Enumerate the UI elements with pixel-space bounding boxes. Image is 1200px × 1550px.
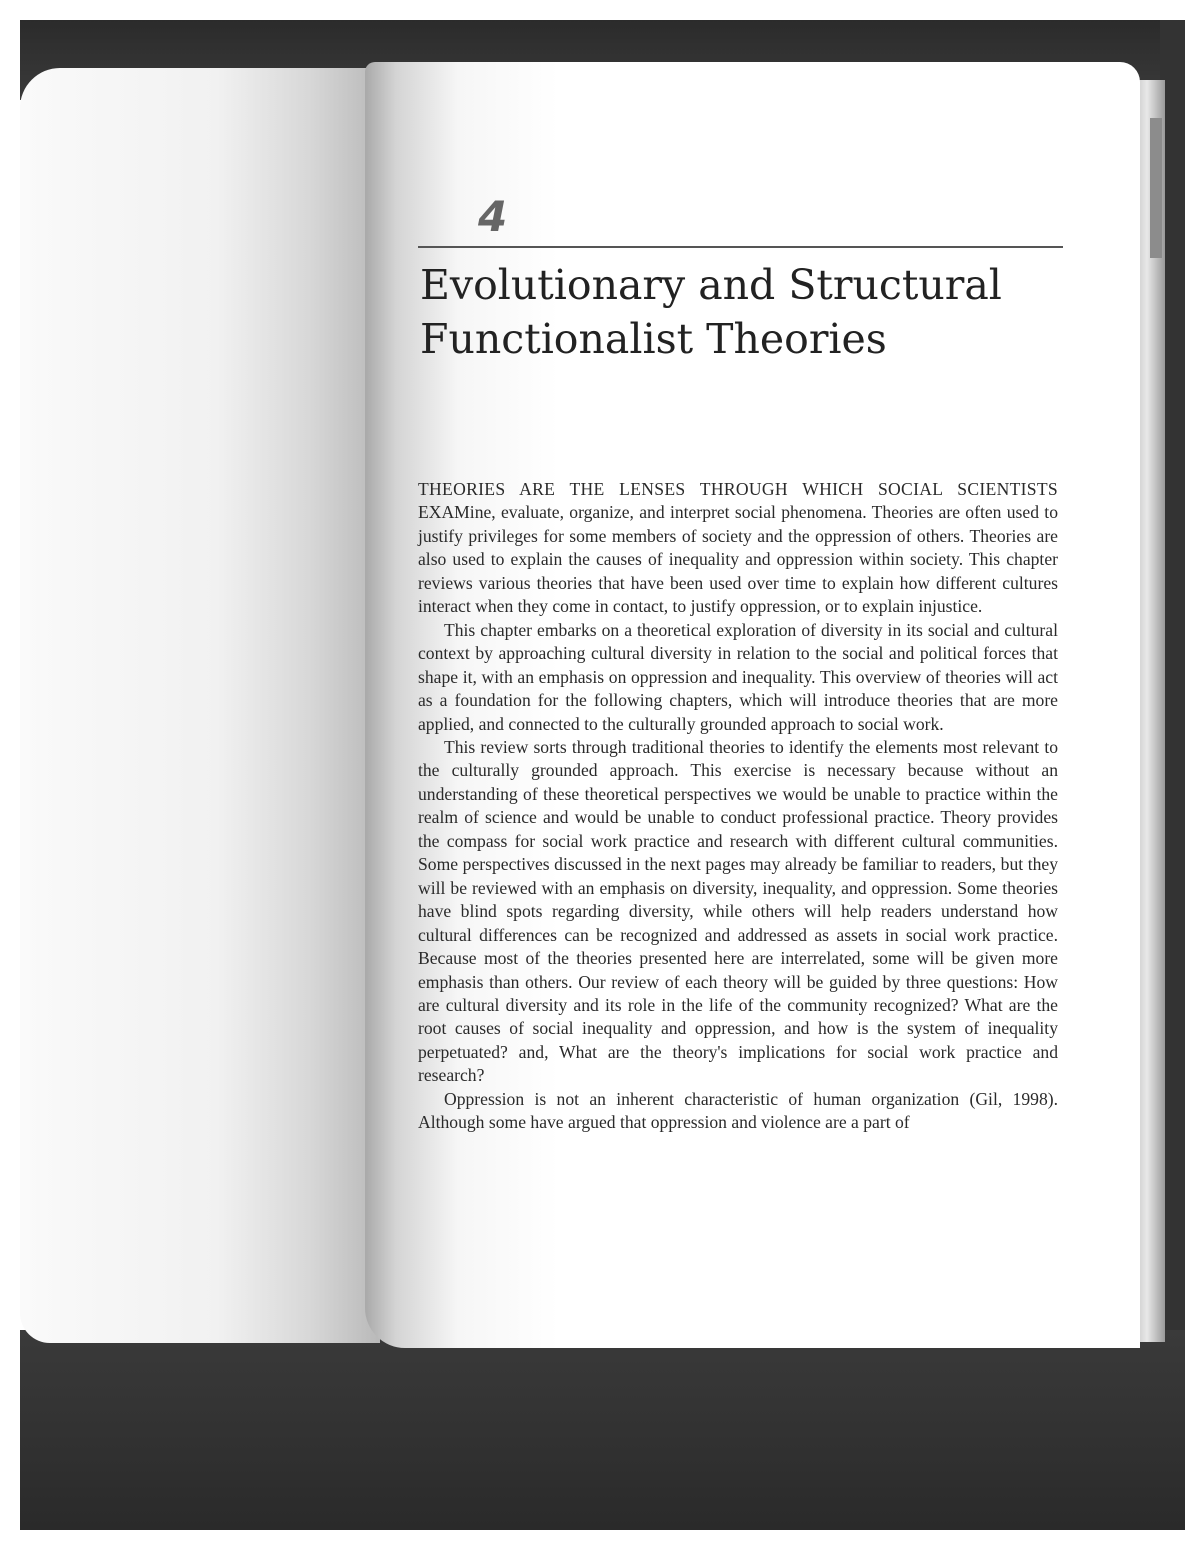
paragraph-1: THEORIES ARE THE LENSES THROUGH WHICH SOCIAL SCIENTISTS EXAMine, evaluate, organize, and interpret social phenomena. Theories are often used to justify privileges for some members of society and the oppression of others. Theories are also used to explain the causes of inequality and oppression within society. This chapter reviews various theories that have been used over time to explain how different cultures interact when they come in contact, to justify oppression, or to explain injustice.	[418, 479, 1058, 617]
paragraph-2: This chapter embarks on a theoretical exploration of diversity in its social and cultural context by approaching cultural diversity in relation to the social and political forces that shape it, with an emphasis on oppression and inequality. This overview of theories will act as a foundation for the following chapters, which will introduce theories that are more applied, and connected to the culturally grounded approach to social work.	[418, 619, 1058, 734]
chapter-title-line-1: Evolutionary and Structural	[420, 261, 1002, 309]
left-page	[20, 68, 380, 1343]
paragraph-4: Oppression is not an inherent characteristic of human organization (Gil, 1998). Although some have argued that oppression and violence are a part of	[418, 1088, 1058, 1133]
chapter-number: 4	[478, 192, 508, 241]
chapter-body	[418, 478, 1058, 1135]
chapter-title-line-2: Functionalist Theories	[420, 315, 887, 363]
paragraph-3: This review sorts through traditional theories to identify the elements most relevant to the culturally grounded approach. This exercise is necessary because without an understanding of these theoretical perspectives we would be unable to practice within the realm of science and would be unable to conduct professional practice. Theory provides the compass for social work practice and research with different cultural communities. Some perspectives discussed in the next pages may already be familiar to readers, but they will be reviewed with an emphasis on diversity, inequality, and oppression. Some theories have blind spots regarding diversity, while others will help readers understand how cultural differences can be recognized and addressed as assets in social work practice. Because most of the theories presented here are interrelated, some will be given more emphasis than others. Our review of each theory will be guided by three questions: How are cultural diversity and its role in the life of the community recognized? What are the root causes of social inequality and oppression, and how is the system of inequality perpetuated? and, What are the theory's implications for social work practice and research?	[418, 736, 1058, 1086]
chapter-title	[420, 258, 1070, 366]
page-edge-tab	[1150, 118, 1162, 258]
chapter-rule	[418, 246, 1063, 248]
scanner-background-bottom	[20, 1330, 1185, 1530]
